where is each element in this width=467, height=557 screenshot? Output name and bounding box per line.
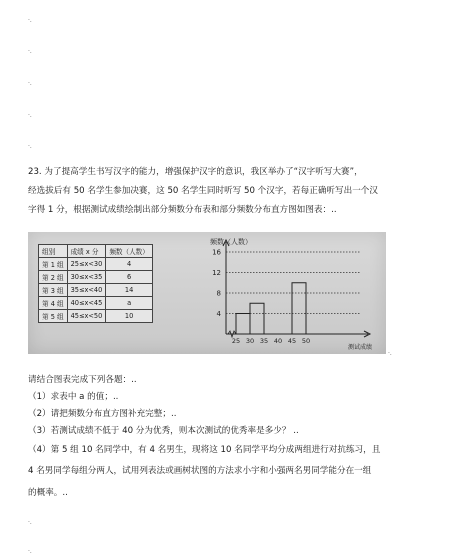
question-1: （1）求表中 a 的值；..: [28, 392, 119, 402]
table-cell: 45≤x<50: [67, 310, 106, 323]
paragraph-mark: ·.: [28, 143, 32, 150]
table-cell: 第 2 组: [39, 271, 68, 284]
paragraph-mark: ·.: [28, 519, 32, 526]
questions-intro: 请结合图表完成下列各题：..: [28, 375, 137, 385]
x-tick-label: 30: [245, 337, 255, 345]
table-header: 组别: [39, 245, 68, 258]
problem-line-3: 字得 1 分，根据测试成绩绘制出部分频数分布表和部分频数分布直方图如图表：..: [28, 205, 337, 215]
question-4-line-1: （4）第 5 组 10 名同学中，有 4 名男生，现将这 10 名同学平均分成两组进行对抗练习，且: [28, 445, 381, 455]
question-4-line-2: 4 名男同学每组分两人，试用列表法或画树状图的方法求小宇和小强两名男同学能分在一组: [28, 466, 372, 476]
table-row: [39, 271, 153, 284]
y-tick-label: 4: [216, 310, 221, 318]
question-2: （2）请把频数分布直方图补充完整；..: [28, 409, 177, 419]
histogram-bar: [292, 283, 306, 334]
paragraph-mark: ·.: [388, 350, 392, 357]
y-tick-label: 12: [212, 269, 221, 277]
table-cell: 35≤x<40: [67, 284, 106, 297]
paragraph-mark: ·.: [28, 48, 32, 55]
table-cell: 40≤x<45: [67, 297, 106, 310]
question-3: （3）若测试成绩不低于 40 分为优秀，则本次测试的优秀率是多少？ ..: [28, 426, 299, 436]
table-row: [39, 297, 153, 310]
y-tick-label: 8: [216, 289, 221, 298]
table-cell: 14: [106, 284, 153, 297]
histogram: [188, 232, 386, 354]
x-tick-label: 25: [231, 337, 241, 345]
table-row: [39, 310, 153, 323]
table-cell: 第 5 组: [39, 310, 68, 323]
table-cell: 第 1 组: [39, 258, 68, 271]
table-cell: a: [106, 297, 153, 310]
paragraph-mark: ·.: [28, 548, 32, 555]
problem-line-2: 经选拔后有 50 名学生参加决赛，这 50 名学生同时听写 50 个汉字，若每正确听写出一个汉: [28, 186, 378, 196]
table-cell: 6: [106, 271, 153, 284]
x-tick-label: 50: [301, 337, 311, 345]
paragraph-mark: ·.: [28, 80, 32, 87]
table-cell: 第 4 组: [39, 297, 68, 310]
paragraph-mark: ·.: [28, 17, 32, 24]
table-header: 成绩 x 分: [67, 245, 106, 258]
x-tick-label: 40: [273, 337, 283, 345]
x-axis-label: 测试成绩: [348, 344, 373, 351]
paragraph-mark: ·.: [28, 112, 32, 119]
question-4-line-3: 的概率。..: [28, 488, 68, 498]
figure-photo: [28, 232, 386, 354]
table-cell: 30≤x<35: [67, 271, 106, 284]
table-cell: 4: [106, 258, 153, 271]
table-row: [39, 284, 153, 297]
x-tick-label: 35: [259, 337, 269, 345]
x-tick-label: 45: [287, 337, 297, 345]
table-cell: 25≤x<30: [67, 258, 106, 271]
table-header-row: [39, 245, 153, 258]
table-row: [39, 258, 153, 271]
table-cell: 10: [106, 310, 153, 323]
frequency-table: [38, 244, 153, 323]
y-tick-label: 16: [212, 248, 221, 257]
histogram-bar: [250, 303, 264, 334]
table-header: 频数（人数）: [106, 245, 153, 258]
y-axis-label: 频数（人数）: [210, 238, 252, 246]
table-cell: 第 3 组: [39, 284, 68, 297]
problem-line-1: 23. 为了提高学生书写汉字的能力，增强保护汉字的意识，我区举办了“汉字听写大赛”，: [28, 167, 363, 177]
histogram-bar: [236, 314, 250, 335]
